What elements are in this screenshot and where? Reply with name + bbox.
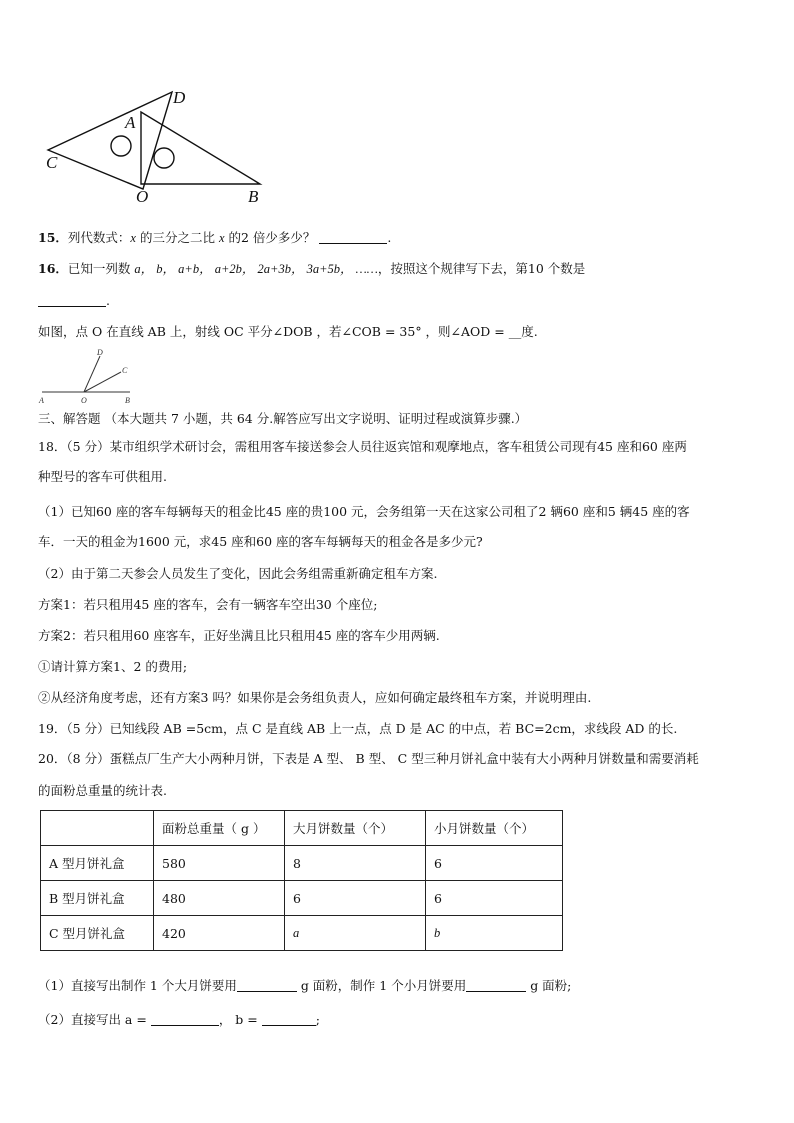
question-18-line-7: 方案2：若只租用60 座客车，正好坐满且比只租用45 座的客车少用两辆. xyxy=(38,628,440,643)
table-cell: 580 xyxy=(154,846,285,881)
triangle-cod xyxy=(48,92,172,189)
question-17: 如图，点 O 在直线 AB 上，射线 OC 平分∠DOB ，若∠COB = 35° ，则∠AOD = __度. xyxy=(38,324,538,339)
question-20-line-1: 20．（8 分）蛋糕点厂生产大小两种月饼，下表是 A 型、 B 型、 C 型三种月饼礼盒中装有大小两种月饼数量和需要消耗 xyxy=(38,751,699,766)
question-18-line-6: 方案1：若只租用45 座的客车，会有一辆客车空出30 个座位; xyxy=(38,597,378,612)
table-header-cell: 大月饼数量（个） xyxy=(285,811,426,846)
question-16-answer: . xyxy=(38,292,110,310)
label2-d: D xyxy=(97,348,103,357)
table-cell: a xyxy=(285,916,426,951)
answer-blank-b[interactable] xyxy=(262,1011,316,1026)
table-cell: 6 xyxy=(426,846,563,881)
question-19: 19．（5 分）已知线段 AB =5cm，点 C 是直线 AB 上一点，点 D 是 AC 的中点，若 BC=2cm，求线段 AD 的长. xyxy=(38,721,678,736)
angle-figure xyxy=(36,346,136,406)
question-20-line-2: 的面粉总重量的统计表. xyxy=(38,783,167,798)
question-16: 16．已知一列数 a， b， a+b， a+2b， 2a+3b， 3a+5b， ……，按照这个规律写下去，第10 个数是 xyxy=(38,261,586,276)
table-cell: 8 xyxy=(285,846,426,881)
set-squares-figure xyxy=(40,86,280,208)
label2-b: B xyxy=(125,396,130,405)
label2-c: C xyxy=(122,366,128,375)
ray-oc xyxy=(84,372,121,392)
table-header-cell xyxy=(41,811,154,846)
table-header-row xyxy=(41,811,563,846)
table-header-cell: 小月饼数量（个） xyxy=(426,811,563,846)
label-b: B xyxy=(248,187,259,206)
question-18-line-2: 种型号的客车可供租用. xyxy=(38,469,167,484)
question-18-line-3: （1）已知60 座的客车每辆每天的租金比45 座的贵100 元，会务组第一天在这家公司租了2 辆60 座和5 辆45 座的客 xyxy=(38,504,690,519)
answer-blank-small-cake[interactable] xyxy=(466,977,526,992)
hole-left xyxy=(111,136,131,156)
table-cell: 420 xyxy=(154,916,285,951)
answer-blank-15[interactable] xyxy=(319,229,387,244)
answer-blank-a[interactable] xyxy=(151,1011,219,1026)
table-row xyxy=(41,881,563,916)
table-row xyxy=(41,916,563,951)
table-row xyxy=(41,846,563,881)
label2-o: O xyxy=(81,396,87,405)
question-18-line-1: 18．（5 分）某市组织学术研讨会，需租用客车接送参会人员往返宾馆和观摩地点，客车租赁公司现有45 座和60 座两 xyxy=(38,439,687,454)
question-18-line-5: （2）由于第二天参会人员发生了变化，因此会务组需重新确定租车方案. xyxy=(38,566,438,581)
table-cell: A 型月饼礼盒 xyxy=(41,846,154,881)
table-cell: 6 xyxy=(426,881,563,916)
mooncake-table xyxy=(40,810,563,951)
question-18-line-4: 车．一天的租金为1600 元，求45 座和60 座的客车每辆每天的租金各是多少元? xyxy=(38,534,483,549)
label-o: O xyxy=(136,187,149,206)
answer-blank-large-cake[interactable] xyxy=(237,977,297,992)
label2-a: A xyxy=(39,396,44,405)
table-cell: b xyxy=(426,916,563,951)
table-cell: C 型月饼礼盒 xyxy=(41,916,154,951)
label-a: A xyxy=(125,113,136,132)
label-d: D xyxy=(173,88,186,107)
ray-od xyxy=(84,356,100,392)
question-20-sub-2: （2）直接写出 a = ， b = ; xyxy=(38,1012,320,1027)
hole-right xyxy=(154,148,174,168)
question-15: 15．列代数式：x 的三分之二比 x 的2 倍少多少？ . xyxy=(38,230,392,245)
question-20-sub-1: （1）直接写出制作 1 个大月饼要用 g 面粉，制作 1 个小月饼要用 g 面粉; xyxy=(38,978,572,993)
section-3-heading: 三、解答题 （本大题共 7 小题，共 64 分.解答应写出文字说明、证明过程或演算步骤.） xyxy=(38,411,528,426)
question-18-line-9: ②从经济角度考虑，还有方案3 吗？如果你是会务组负责人，应如何确定最终租车方案，并说明理由. xyxy=(38,690,592,705)
label-c: C xyxy=(46,153,58,172)
table-cell: 6 xyxy=(285,881,426,916)
answer-blank-16[interactable] xyxy=(38,292,106,307)
question-18-line-8: ①请计算方案1、2 的费用; xyxy=(38,659,188,674)
table-cell: B 型月饼礼盒 xyxy=(41,881,154,916)
triangle-aob xyxy=(141,112,260,184)
table-cell: 480 xyxy=(154,881,285,916)
table-header-cell: 面粉总重量（ g ） xyxy=(154,811,285,846)
